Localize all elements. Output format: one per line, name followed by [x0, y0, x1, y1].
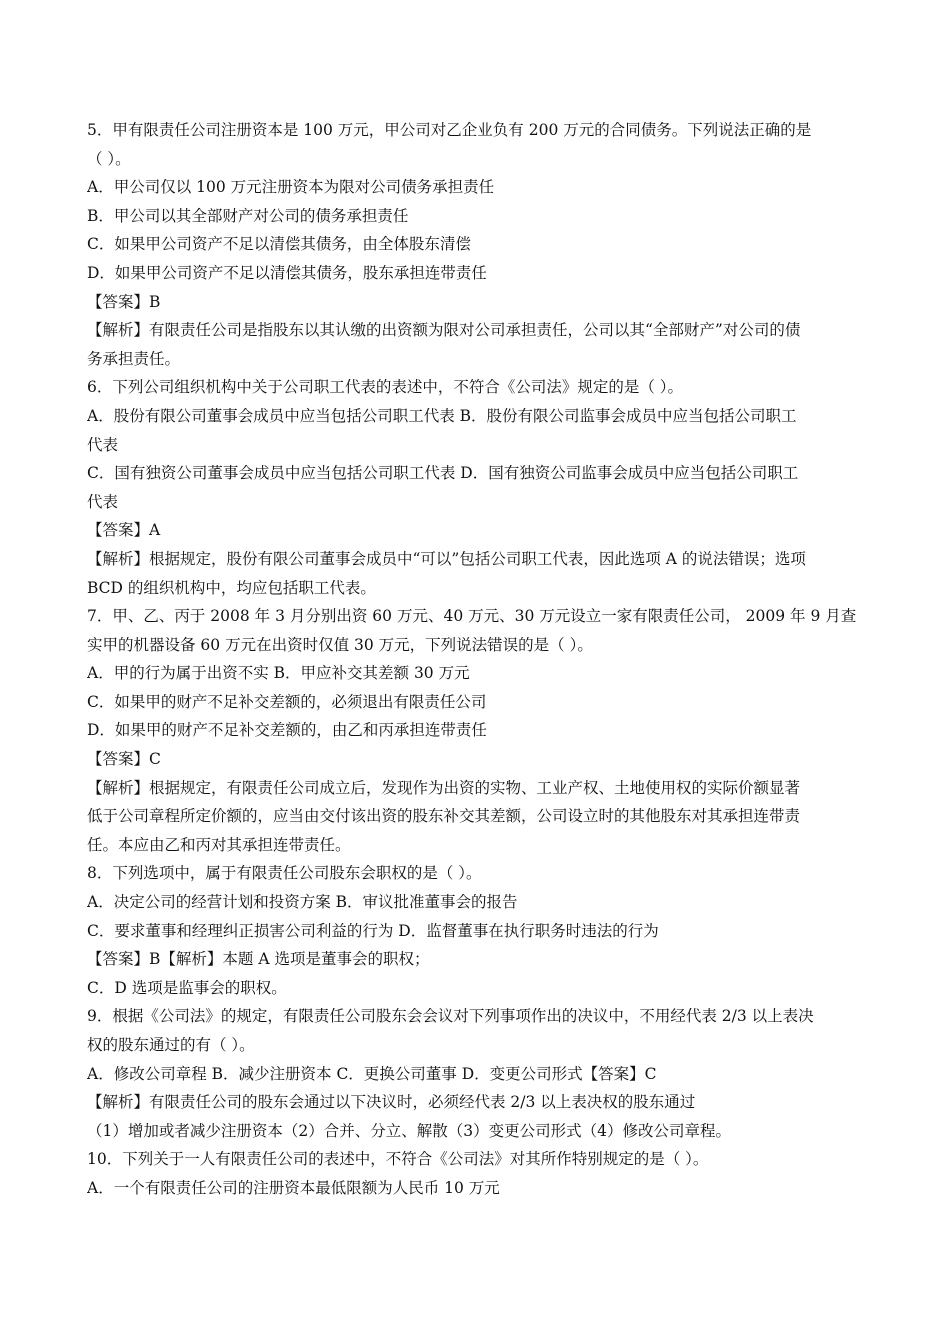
- q7-options-ab: A．甲的行为属于出资不实 B．甲应补交其差额 30 万元: [87, 664, 470, 683]
- q7-analysis-line-3: 任。本应由乙和丙对其承担连带责任。: [87, 835, 351, 854]
- q7-analysis-line-1: 【解析】根据规定，有限责任公司成立后，发现作为出资的实物、工业产权、土地使用权的实际价额显著: [87, 778, 801, 797]
- q6-stem: 6．下列公司组织机构中关于公司职工代表的表述中，不符合《公司法》规定的是（ ）。: [87, 378, 684, 397]
- q7-option-d: D．如果甲的财产不足补交差额的，由乙和丙承担连带责任: [87, 721, 487, 740]
- q10-option-a: A．一个有限责任公司的注册资本最低限额为人民币 10 万元: [87, 1178, 500, 1197]
- q6-options-ab-line-1: A．股份有限公司董事会成员中应当包括公司职工代表 B．股份有限公司监事会成员中应当包括公司职工: [87, 406, 797, 425]
- q6-analysis-line-2: BCD 的组织机构中，均应包括职工代表。: [87, 578, 376, 597]
- q6-options-cd-line-1: C．国有独资公司董事会成员中应当包括公司职工代表 D．国有独资公司监事会成员中应当包括公司职工: [87, 464, 799, 483]
- q8-stem: 8．下列选项中，属于有限责任公司股东会职权的是（ ）。: [87, 864, 482, 883]
- q9-stem-line-2: 权的股东通过的有（ ）。: [87, 1036, 255, 1054]
- q5-analysis-line-2: 务承担责任。: [87, 349, 181, 368]
- q6-options-cd-line-2: 代表: [87, 492, 119, 511]
- q5-option-d: D．如果甲公司资产不足以清偿其债务，股东承担连带责任: [87, 263, 487, 282]
- q9-analysis-line-1: 【解析】有限责任公司的股东会通过以下决议时，必须经代表 2/3 以上表决权的股东通过: [87, 1093, 696, 1112]
- q5-stem-line-2: （ ）。: [87, 149, 131, 168]
- q9-options-answer: A．修改公司章程 B．减少注册资本 C．更换公司董事 D．变更公司形式【答案】C: [87, 1064, 657, 1083]
- q10-stem: 10．下列关于一人有限责任公司的表述中，不符合《公司法》对其所作特别规定的是（ ）。: [87, 1150, 709, 1169]
- q5-option-a: A．甲公司仅以 100 万元注册资本为限对公司债务承担责任: [87, 178, 495, 197]
- q7-answer: 【答案】C: [87, 750, 161, 769]
- q5-stem-line-1: 5．甲有限责任公司注册资本是 100 万元，甲公司对乙企业负有 200 万元的合同债务。下列说法正确的是: [87, 121, 812, 139]
- document-page: [87, 116, 865, 1203]
- q7-option-c: C．如果甲的财产不足补交差额的，必须退出有限责任公司: [87, 692, 487, 711]
- q5-option-b: B．甲公司以其全部财产对公司的债务承担责任: [87, 206, 409, 225]
- q8-options-ab: A．决定公司的经营计划和投资方案 B．审议批准董事会的报告: [87, 893, 518, 912]
- q9-stem-line-1: 9．根据《公司法》的规定，有限责任公司股东会会议对下列事项作出的决议中，不用经代表 2/3 以上表决: [87, 1007, 814, 1026]
- q9-analysis-line-2: （1）增加或者减少注册资本（2）合并、分立、解散（3）变更公司形式（4）修改公司章程。: [87, 1121, 731, 1140]
- q7-analysis-line-2: 低于公司章程所定价额的，应当由交付该出资的股东补交其差额，公司设立时的其他股东对其承担连带责: [87, 807, 801, 826]
- q7-stem-line-1: 7．甲、乙、丙于 2008 年 3 月分别出资 60 万元、40 万元、30 万元设立一家有限责任公司， 2009 年 9 月查: [87, 607, 857, 626]
- q6-answer: 【答案】A: [87, 521, 161, 540]
- q5-answer: 【答案】B: [87, 292, 161, 311]
- q6-options-ab-line-2: 代表: [87, 435, 119, 454]
- q8-answer-analysis: 【答案】B【解析】本题 A 选项是董事会的职权；: [87, 950, 430, 969]
- q5-analysis-line-1: 【解析】有限责任公司是指股东以其认缴的出资额为限对公司承担责任，公司以其“全部财产”对公司的债: [87, 321, 801, 340]
- q6-analysis-line-1: 【解析】根据规定，股份有限公司董事会成员中“可以”包括公司职工代表，因此选项 A 的说法错误；选项: [87, 549, 806, 568]
- q5-option-c: C．如果甲公司资产不足以清偿其债务，由全体股东清偿: [87, 235, 471, 254]
- q8-options-cd: C．要求董事和经理纠正损害公司利益的行为 D．监督董事在执行职务时违法的行为: [87, 921, 659, 940]
- q8-analysis-line-2: C．D 选项是监事会的职权。: [87, 978, 287, 997]
- q7-stem-line-2: 实甲的机器设备 60 万元在出资时仅值 30 万元，下列说法错误的是（ ）。: [87, 635, 593, 654]
